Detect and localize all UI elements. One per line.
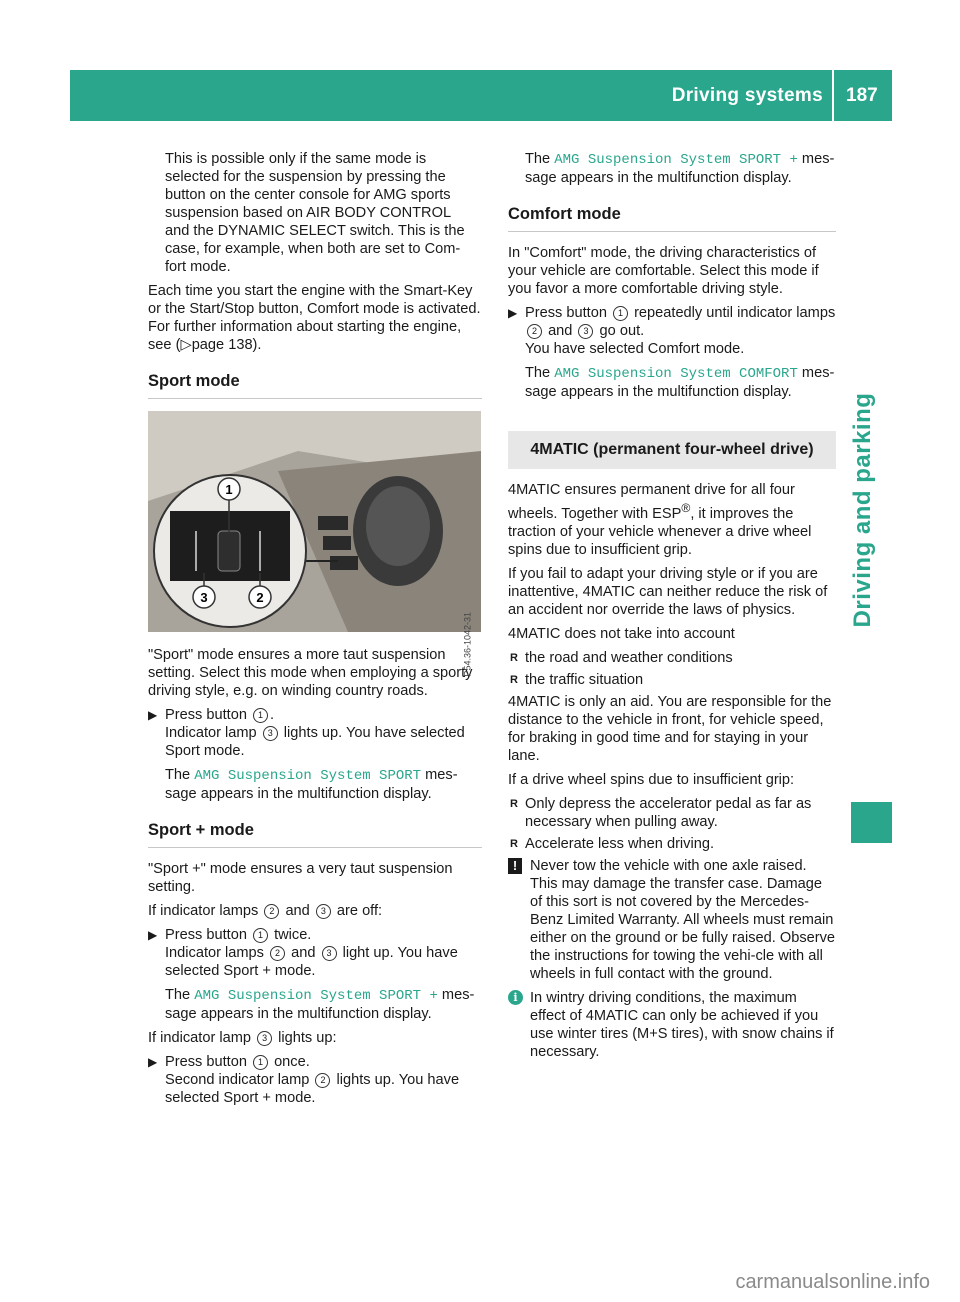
list-item: R Only depress the accelerator pedal as far as necessary when pulling away.: [510, 795, 812, 830]
top-display-message: The AMG Suspension System SPORT + mes-sage appears in the multifunction display.: [525, 151, 835, 186]
callout-3: 3: [200, 590, 208, 605]
each-time-paragraph: Each time you start the engine with the Smart-Key or the Start/Stop button, Comfort mode is activated. For further information about starting the engine, see (▷page 138).: [148, 283, 481, 353]
step-arrow-icon: ▶: [148, 708, 158, 722]
sport-plus-heading: Sport + mode: [148, 821, 482, 848]
bullet-icon: R: [510, 673, 518, 686]
4matic-p3: 4MATIC does not take into account: [508, 625, 735, 642]
page-number: 187: [846, 85, 878, 106]
comfort-display-message: AMG Suspension System COMFORT: [554, 366, 798, 382]
4matic-p1: 4MATIC ensures permanent drive for all four wheels. Together with ESP®, it improves the traction of your vehicle whenever a drive wheel spins due to insufficient grip.: [508, 482, 812, 558]
list-item: R the road and weather conditions: [510, 649, 733, 666]
step-arrow-icon: ▶: [508, 306, 518, 320]
list-item: R the traffic situation: [510, 671, 644, 688]
header-bar: [70, 70, 892, 121]
page-ref-icon: ▷: [180, 337, 192, 353]
intro-paragraph: This is possible only if the same mode is selected for the suspension by pressing the button on the center console for AMG sports suspension based on AIR BODY CONTROL and the DYNAMIC SELECT switch. This is the case, for example, when both are set to Com- fort mode.: [165, 151, 465, 275]
list-item: R Accelerate less when driving.: [510, 835, 714, 852]
bullet-icon: R: [510, 651, 518, 664]
sport-plus-display-message: AMG Suspension System SPORT +: [194, 988, 438, 1004]
sport-step: ▶ Press button 1 . Indicator lamp 3 lights up. You have selected Sport mode. The AMG Suspension System SPORT mes-sage appears in the multifunction display.: [148, 707, 465, 802]
step-arrow-icon: ▶: [148, 1055, 158, 1069]
sport-display-message: AMG Suspension System SPORT: [194, 768, 422, 784]
sport-mode-heading: Sport mode: [148, 372, 482, 399]
info-note: i In wintry driving conditions, the maximum effect of 4MATIC can only be achieved if you use winter tires (M+S tires), with snow chains if necessary.: [508, 989, 836, 1061]
4matic-p2: If you fail to adapt your driving style or if you are inattentive, 4MATIC can neither reduce the risk of an accident nor override the laws of physics.: [508, 565, 828, 618]
side-tab-marker: [851, 802, 892, 843]
left-column: [148, 150, 482, 1113]
console-illustration: [148, 411, 481, 632]
if-lamps-off: If indicator lamps 2 and 3 are off:: [148, 903, 383, 919]
warning-note: ! Never tow the vehicle with one axle raised. This may damage the transfer case. Damage of this sort is not covered by the Mercedes-Benz Limited Warranty. All wheels must remain either on the ground or be fully raised. Observe the instructions for towing the vehi-cle with all wheels in full contact with the ground.: [508, 857, 836, 983]
warning-icon: !: [508, 858, 522, 874]
header-divider: [832, 70, 834, 121]
sport-description: "Sport" mode ensures a more taut suspension setting. Select this mode when employing a sporty driving style, e.g. on winding country roads.: [148, 647, 473, 699]
step-arrow-icon: ▶: [148, 928, 158, 942]
4matic-heading: 4MATIC (permanent four-wheel drive): [508, 431, 836, 469]
watermark: carmanualsonline.info: [735, 1271, 930, 1293]
bullet-icon: R: [510, 837, 518, 850]
comfort-description: In "Comfort" mode, the driving characteristics of your vehicle are comfortable. Select this mode if you favor a more comfortable driving style.: [508, 245, 819, 297]
page-section-title: Driving systems: [671, 85, 823, 106]
4matic-p4: 4MATIC is only an aid. You are responsible for the distance to the vehicle in front, for vehicle speed, for braking in good time and for staying in your lane.: [508, 693, 832, 764]
comfort-step: ▶ Press button 1 repeatedly until indicator lamps 2 and 3 go out. You have selected Comfort mode. The AMG Suspension System COMFORT mes-sage appears in the multifunction display.: [508, 305, 836, 400]
photo-reference-label: P54.36-1042-31: [463, 612, 473, 677]
callout-2: 2: [256, 590, 264, 605]
sport-plus-description: "Sport +" mode ensures a very taut suspension setting.: [148, 861, 453, 895]
right-column: [508, 150, 836, 1067]
callout-ref-3: 3: [263, 726, 278, 741]
sport-plus-step: ▶ Press button 1 twice. Indicator lamps 2 and 3 light up. You have selected Sport + mode. The AMG Suspension System SPORT + mes-sage appears in the multifunction display.: [148, 927, 475, 1022]
side-tab-label: Driving and parking: [849, 392, 876, 628]
4matic-p5: If a drive wheel spins due to insufficient grip:: [508, 771, 795, 788]
bullet-icon: R: [510, 797, 518, 810]
page-ref-link[interactable]: page 138).: [191, 337, 262, 353]
callout-1: 1: [225, 482, 233, 497]
callout-ref-1: 1: [253, 708, 268, 723]
comfort-mode-heading: Comfort mode: [508, 205, 836, 232]
info-icon: i: [508, 990, 523, 1005]
sport-plus-once-step: ▶ Press button 1 once. Second indicator lamp 2 lights up. You have selected Sport + mode.: [148, 1054, 460, 1106]
if-lamp3-on: If indicator lamp 3 lights up:: [148, 1030, 337, 1046]
side-tab: [840, 220, 886, 800]
